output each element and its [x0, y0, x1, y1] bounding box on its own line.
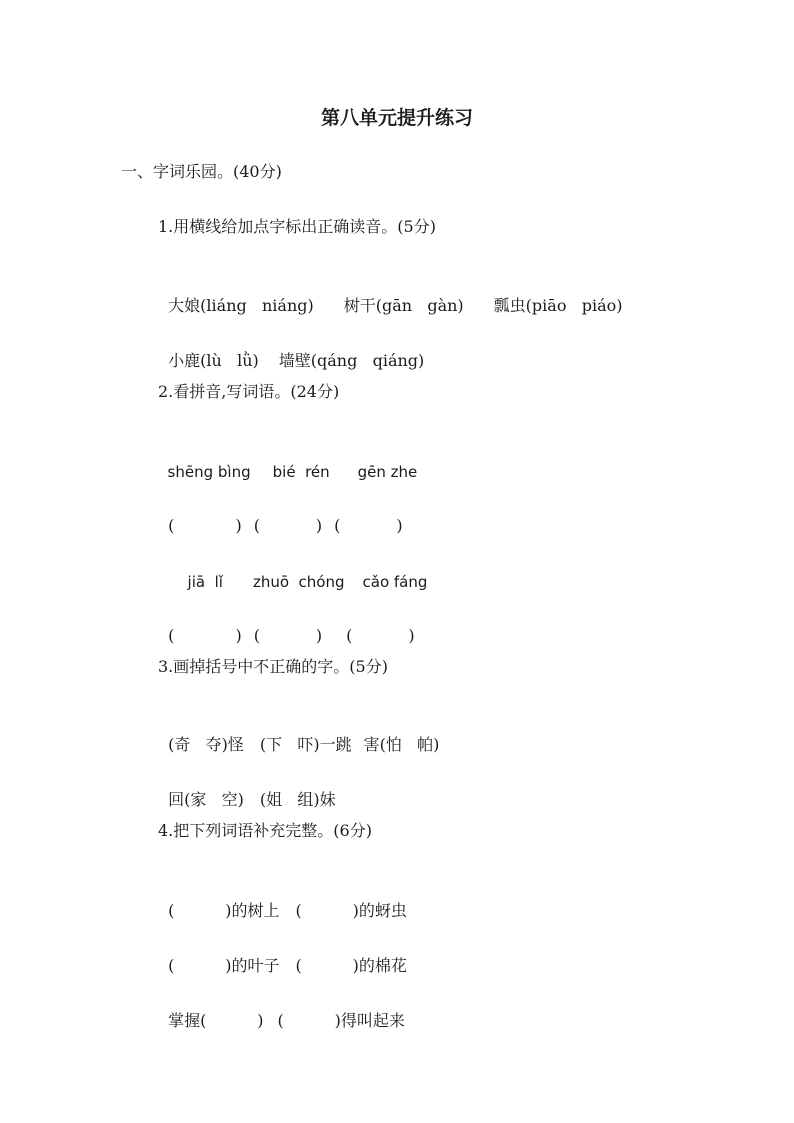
pinyin-row-1	[158, 436, 417, 484]
fill-blank[interactable]: ( )的棉花	[295, 956, 407, 975]
choice-xiayitiao[interactable]: (下 吓)一跳	[259, 735, 352, 754]
pinyin-genzhe: gēn zhe	[357, 463, 418, 481]
option-xiaolu: 小鹿(lù lǜ)	[168, 351, 259, 370]
question-4-prompt: 4.把下列词语补充完整。(6分)	[158, 821, 372, 840]
choice-haipa[interactable]: 害(怕 帕)	[363, 735, 440, 754]
pinyin-shengbing: shēng bìng	[167, 463, 251, 481]
question-2-prompt: 2.看拼音,写词语。(24分)	[158, 382, 340, 401]
answer-blank[interactable]: ( )	[346, 626, 415, 645]
fill-blank[interactable]: ( )的叶子	[168, 956, 280, 975]
fill-blank[interactable]: ( )的蚜虫	[295, 901, 407, 920]
pinyin-zhuochong: zhuō chóng	[252, 573, 345, 591]
choice-huijia[interactable]: 回(家 空)	[168, 790, 244, 809]
answer-blank[interactable]: ( )	[168, 516, 242, 535]
question-1-prompt: 1.用横线给加点字标出正确读音。(5分)	[158, 217, 436, 236]
question-3-prompt: 3.画掉括号中不正确的字。(5分)	[158, 657, 388, 676]
question-3-row-2	[158, 764, 336, 812]
choice-qiguai[interactable]: (奇 夺)怪	[168, 735, 244, 754]
page-title: 第八单元提升练习	[320, 107, 473, 129]
pinyin-caofang: cǎo fáng	[362, 573, 428, 591]
fill-blank[interactable]: ( )得叫起来	[277, 1011, 405, 1030]
question-4-row-2	[158, 930, 407, 978]
answer-blank[interactable]: ( )	[253, 516, 323, 535]
question-4-row-1	[158, 875, 407, 923]
answer-blank[interactable]: ( )	[168, 626, 242, 645]
choice-jiemei[interactable]: (姐 组)妹	[259, 790, 336, 809]
pinyin-row-2	[178, 546, 427, 594]
blank-row-2	[158, 600, 415, 648]
fill-blank[interactable]: 掌握( )	[168, 1011, 264, 1030]
option-qiangbi: 墙壁(qáng qiáng)	[278, 351, 425, 370]
pinyin-jiali: jiā lǐ	[187, 573, 223, 591]
option-daniang: 大娘(liáng niáng)	[168, 296, 314, 315]
option-piaochong: 瓢虫(piāo piáo)	[493, 296, 623, 315]
pinyin-bieren: bié rén	[272, 463, 330, 481]
question-1-row-1	[158, 270, 622, 318]
answer-blank[interactable]: ( )	[253, 626, 323, 645]
option-shugan: 树干(gān gàn)	[343, 296, 464, 315]
answer-blank[interactable]: ( )	[334, 516, 403, 535]
question-1-row-2	[158, 325, 424, 373]
question-3-row-1	[158, 709, 439, 757]
question-4-row-3	[158, 985, 405, 1033]
section-heading: 一、字词乐园。(40分)	[121, 162, 282, 181]
blank-row-1	[158, 490, 403, 538]
fill-blank[interactable]: ( )的树上	[168, 901, 280, 920]
